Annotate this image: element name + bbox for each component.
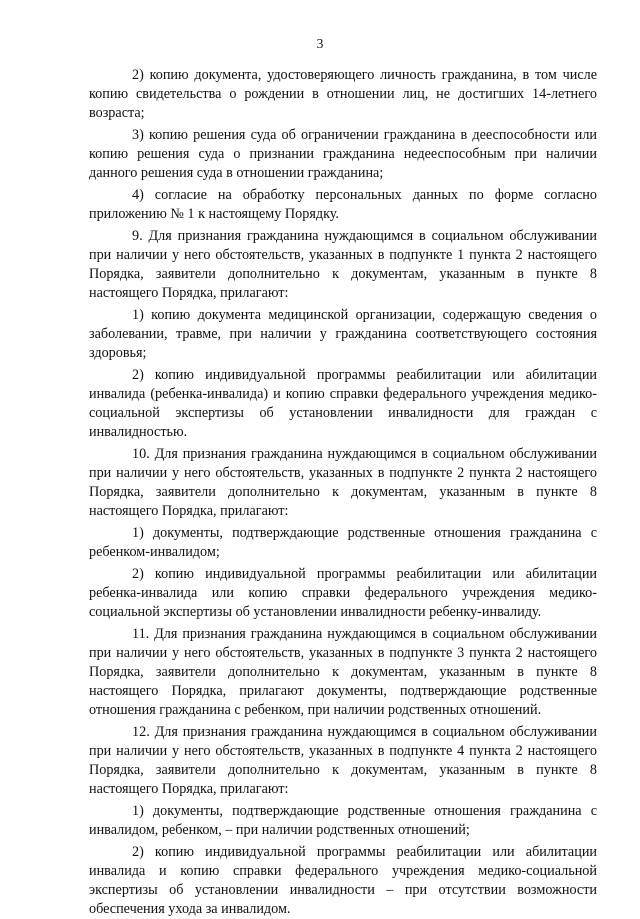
paragraph-clause-12-item-1: 1) документы, подтверждающие родственные отношения гражданина с инвалидом, ребенком, – при наличии родственных отношений;	[89, 803, 597, 838]
paragraph-clause-12: 12. Для признания гражданина нуждающимся в социальном обслуживании при наличии у него обстоятельств, указанных в подпункте 4 пункта 2 настоящего Порядка, заявители дополнительно к документам, указанным в пункте 8 настоящего Порядка, прилагают:	[89, 724, 597, 797]
paragraph-clause-9-item-2: 2) копию индивидуальной программы реабилитации или абилитации инвалида (ребенка-инвалида) и копию справки федерального учреждения медико-социальной экспертизы об установлении инвалидности для граждан с инвалидностью.	[89, 367, 597, 440]
paragraph-item-3-court-decision: 3) копию решения суда об ограничении гражданина в дееспособности или копию решения суда о признании гражданина недееспособным при наличии данного решения суда в отношении гражданина;	[89, 127, 597, 181]
paragraph-clause-10-item-1: 1) документы, подтверждающие родственные отношения гражданина с ребенком-инвалидом;	[89, 525, 597, 560]
paragraph-clause-9: 9. Для признания гражданина нуждающимся в социальном обслуживании при наличии у него обстоятельств, указанных в подпункте 1 пункта 2 настоящего Порядка, заявители дополнительно к документам, указанным в пункте 8 настоящего Порядка, прилагают:	[89, 228, 597, 301]
page-number: 3	[316, 36, 324, 51]
paragraph-clause-10: 10. Для признания гражданина нуждающимся в социальном обслуживании при наличии у него обстоятельств, указанных в подпункте 2 пункта 2 настоящего Порядка, заявители дополнительно к документам, указанным в пункте 8 настоящего Порядка, прилагают:	[89, 446, 597, 519]
paragraph-clause-10-item-2: 2) копию индивидуальной программы реабилитации или абилитации ребенка-инвалида или копию справки федерального учреждения медико-социальной экспертизы об установлении инвалидности ребенку-инвалиду.	[89, 566, 597, 620]
paragraph-clause-9-item-1: 1) копию документа медицинской организации, содержащую сведения о заболевании, травме, при наличии у гражданина соответствующего состояния здоровья;	[89, 307, 597, 361]
document-body	[89, 66, 597, 919]
paragraph-item-4-data-consent: 4) согласие на обработку персональных данных по форме согласно приложению № 1 к настоящему Порядку.	[89, 187, 597, 222]
paragraph-item-2-identity-document: 2) копию документа, удостоверяющего личность гражданина, в том числе копию свидетельства о рождении в отношении лиц, не достигших 14-летнего возраста;	[89, 67, 597, 121]
paragraph-clause-11: 11. Для признания гражданина нуждающимся в социальном обслуживании при наличии у него обстоятельств, указанных в подпункте 3 пункта 2 настоящего Порядка, заявители дополнительно к документам, указанным в пункте 8 настоящего Порядка, прилагают документы, подтверждающие родственные отношения гражданина с ребенком, при наличии родственных отношений.	[89, 626, 597, 718]
paragraph-clause-12-item-2: 2) копию индивидуальной программы реабилитации или абилитации инвалида и копию справки федерального учреждения медико-социальной экспертизы об установлении инвалидности – при отсутствии возможности обеспечения ухода за инвалидом.	[89, 844, 597, 917]
